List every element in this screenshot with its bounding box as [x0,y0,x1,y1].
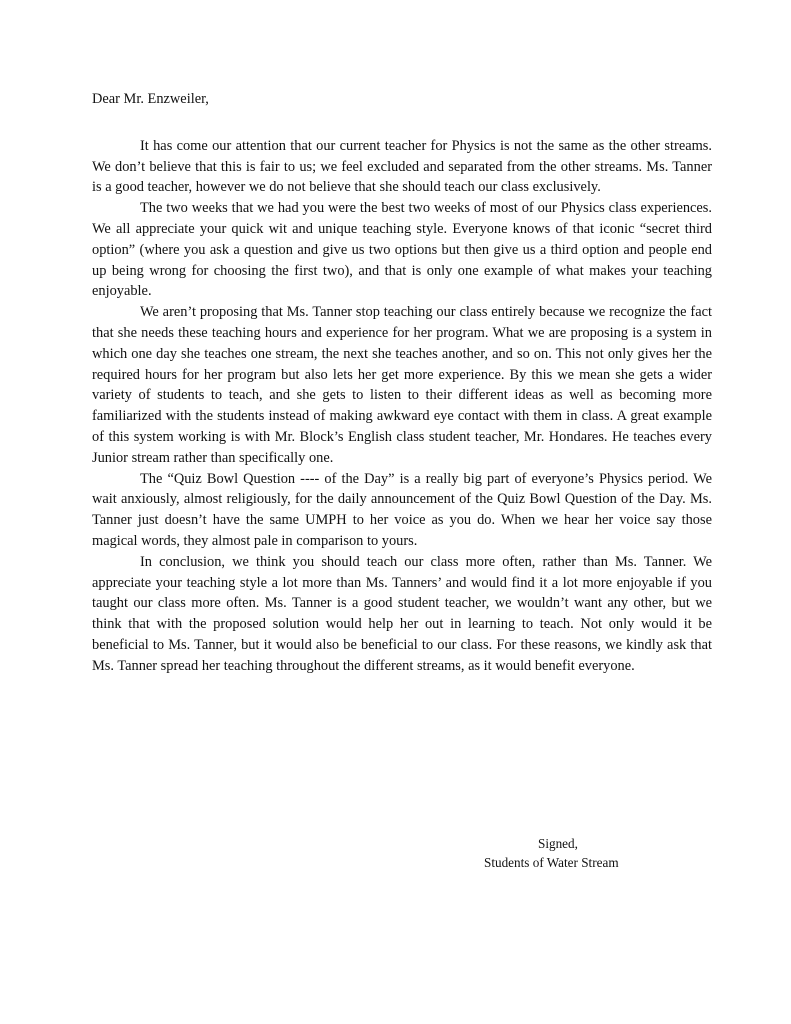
salutation: Dear Mr. Enzweiler, [92,91,209,107]
paragraph-proposal: We aren’t proposing that Ms. Tanner stop teaching our class entirely because we recognize the fact that she needs these teaching hours and experience for her program. What we are proposing is a system in which one day she teaches one stream, the next she teaches another, and so on. This not only gives her the required hours for her program but also lets her get more experience. By this we mean she gets a wider variety of students to teach, and she gets to listen to their different ideas as well as becoming more familiarized with the students instead of making awkward eye contact with them in class. A great example of this system working is with Mr. Block’s English class student teacher, Mr. Hondares. He teaches every Junior stream rather than specifically one. [92,304,712,466]
paragraph-teaching-style: The two weeks that we had you were the best two weeks of most of our Physics class experiences. We all appreciate your quick wit and unique teaching style. Everyone knows of that iconic “secret third option” (where you ask a question and give us two options but then give us a third option and people end up being wrong for choosing the first two), and that is only one example of what makes your teaching enjoyable. [92,200,712,300]
letter-body [92,89,712,677]
paragraph-quiz-bowl: The “Quiz Bowl Question ---- of the Day” is a really big part of everyone’s Physics period. We wait anxiously, almost religiously, for the daily announcement of the Quiz Bowl Question of the Day. Ms. Tanner just doesn’t have the same UMPH to her voice as you do. When we hear her voice say those magical words, they almost pale in comparison to yours. [92,470,712,549]
paragraph-conclusion: In conclusion, we think you should teach our class more often, rather than Ms. Tanner. We appreciate your teaching style a lot more than Ms. Tanners’ and would find it a lot more enjoyable if you taught our class more often. Ms. Tanner is a good student teacher, we wouldn’t want any other, but we think that with the proposed solution would help her out in learning to teach. Not only would it be beneficial to Ms. Tanner, but it would also be beneficial to our class. For these reasons, we kindly ask that Ms. Tanner spread her teaching throughout the different streams, as it would benefit everyone. [92,553,712,674]
paragraph-fairness: It has come our attention that our current teacher for Physics is not the same as the other streams. We don’t believe that this is fair to us; we feel excluded and separated from the other streams. Ms. Tanner is a good teacher, however we do not believe that she should teach our class exclusively. [92,137,712,196]
signature-signed: Signed, [538,836,578,851]
signature-signatory: Students of Water Stream [484,855,619,870]
